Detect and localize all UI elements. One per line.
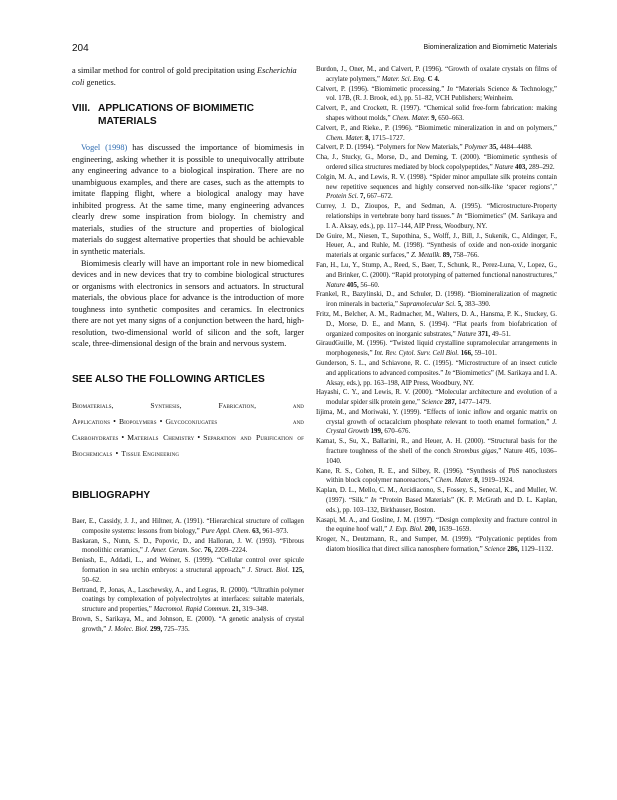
see-also-item[interactable]: Biopolymers — [118, 417, 157, 427]
reference-item: Fritz, M., Belcher, A. M., Radmacher, M., Walters, D. A., Hansma, P. K., Stuckey, G. D., Morse, D. E., and Mann, S. (1994). “Flat pearls from biofabrication of organized composites on inorganic substrates,” Nature 371, 49–51. — [316, 310, 557, 338]
page-number: 204 — [72, 43, 89, 54]
see-also-item[interactable]: Separation and Purification of Biochemicals — [72, 433, 304, 459]
reference-item: Kaplan, D. L., Mello, C. M., Arcidiacono, S., Fossey, S., Senecal, K., and Muller, W. (1997). “Silk.” In “Protein Based Materials” (K. P. McGrath and D. L. Kaplan, eds.), pp. 103–132, Birkhauser, Boston. — [316, 487, 558, 514]
reference-item: Beniash, E., Addadi, L., and Weiner, S. (1999). “Cellular control over spicule formation in sea urchin embryos: a structural approach,” J. Struct. Biol. 125, 50–62. — [72, 557, 304, 584]
right-column — [316, 65, 557, 555]
reference-item: Kroger, N., Deutzmann, R., and Sumper, M. (1999). “Polycationic peptides from diatom biosilica that direct silica nanosphere formation,” Science 286, 1129–1132. — [316, 536, 557, 554]
see-also-item[interactable]: Materials Chemistry — [127, 433, 195, 443]
intro-italic: Escherichia coli — [72, 66, 297, 87]
reference-item: Hayashi, C. Y., and Lewis, R. V. (2000). “Molecular architecture and evolution of a modular spider silk protein gene,” Science 287, 1477–1479. — [316, 389, 557, 407]
intro-paragraph: a similar method for control of gold precipitation using Escherichia coli genetics. — [72, 66, 297, 87]
reference-item: Iijima, M., and Moriwaki, Y. (1999). “Effects of ionic inflow and organic matrix on crystal growth of octacalcium phosphate relevant to tooth enamel formation,” J. Crystal Growth 199, 670–676. — [316, 408, 557, 436]
section-title-line1: APPLICATIONS OF BIOMIMETIC — [98, 103, 255, 115]
paragraph-vogel: Vogel (1998) has discussed the importance of biomimesis in engineering, asking whether it is possible to unequivocally attribute any engineering advance to a biological inspiration. There are no unambiguous examples, and there are cases, such as the attempts to imitate flapping flight, where a biological analogy may have inhibited progress. At the same time, many engineering advances clearly drew some inspiration from biology. In chemistry and materials, studies of the structure and properties of biological materials do suggest alternative properties that should be achievable in synthetic materials. — [72, 143, 304, 257]
left-column — [72, 65, 304, 635]
see-also-heading: SEE ALSO THE FOLLOWING ARTICLES — [72, 373, 265, 385]
reference-item: Cha, J., Stucky, G., Morse, D., and Deming, T. (2000). “Biomimetic synthesis of ordered silica structures mediated by block copolypeptides,” Nature 403, 289–292. — [316, 154, 557, 171]
see-also-item[interactable]: Glycoconjugates and Carbohydrates — [72, 417, 304, 443]
see-also-item[interactable]: Biomaterials, Synthesis, Fabrication, and Applications — [72, 401, 304, 427]
reference-item: Gunderson, S. L., and Schiavone, R. C. (1995). “Microstructure of an insect cuticle and applications to advanced composites.” In “Biomimetics” (M. Sarikaya and I. A. Aksay, eds.), pp. 163–198, AIP Press, Woodbury, NY. — [316, 359, 557, 387]
reference-item: Calvert, P. (1996). “Biomimetic processing.” In “Materials Science & Technology,” vol. 17B, (R. J. Brook, ed.), pp. 51–82, VCH Publishers; Weinheim. — [316, 85, 557, 103]
reference-item: Calvert, P. D. (1994). “Polymers for New Materials,” Polymer 35, 4484–4488. — [316, 144, 533, 152]
reference-item: Baskaran, S., Nunn, S. D., Popovic, D., and Halloran, J. W. (1993). “Fibrous monolithic ceramics,” J. Amer. Ceram. Soc. 76, 2209–2224. — [72, 537, 304, 555]
reference-item: Kasapi, M. A., and Gosline, J. M. (1997). “Design complexity and fracture control in the equine hoof wall,” J. Exp. Biol. 200, 1639–1659. — [316, 516, 557, 534]
page-header — [72, 43, 557, 55]
see-also-item[interactable]: Tissue Engineering — [121, 449, 180, 459]
running-title: Biomineralization and Biomimetic Materials — [423, 44, 557, 51]
reference-item: Colgin, M. A., and Lewis, R. V. (1998). “Spider minor ampullate silk proteins contain new repetitive sequences and highly conserved non-silk-like ‘spacer regions’,” Protein Sci. 7, 667–672. — [316, 173, 557, 201]
section-number: VIII. — [72, 103, 91, 115]
bibliography-list-right — [316, 65, 557, 555]
reference-item: Currey, J. D., Zioupos, P., and Sedman, A. (1995). “Microstructure-Property relationships in vertebrate bony hard tissues.” In “Biomimetics” (M. Sarikaya and I. A. Aksay, eds.), pp. 117–144, AIP Press, Woodbury, NY. — [316, 203, 557, 230]
reference-item: Baer, E., Cassidy, J. J., and Hiltner, A. (1991). “Hierarchical structure of collagen composite systems: lessons from biology,” Pure Appl. Chem. 63, 961–973. — [72, 517, 304, 535]
reference-item: De Guire, M., Niesen, T., Supothina, S., Wolff, J., Bill, J., Sukenik, C., Aldinger, F., Heuer, A., and Ruhle, M. (1998). “Synthesis of oxide and non-oxide inorganic materials at organic surfaces,” Z. Metallk. 89, 758–766. — [316, 232, 557, 260]
citation-link[interactable]: Vogel (1998) — [81, 143, 128, 153]
reference-item: Calvert, P., and Crockett, R. (1997). “Chemical solid free-form fabrication: making shapes without molds,” Chem. Mater. 9, 650–663. — [316, 105, 557, 122]
section-title-line2: MATERIALS — [98, 115, 157, 127]
reference-item: Frankel, R., Bazylinski, D., and Schuler, D. (1998). “Biomineralization of magnetic iron minerals in bacteria,” Supramolecular Sci. 5, 383–390. — [316, 291, 557, 309]
reference-item: GiraudGuille, M. (1996). “Twisted liquid crystalline supramolecular arrangements in morphogenesis,” Int. Rev. Cytol. Surv. Cell Biol. 166, 59–101. — [316, 340, 557, 358]
reference-item: Fan, H., Lu, Y., Stump, A., Reed, S., Baer, T., Schunk, R., Perez-Luna, V., Lopez, G., and Brinker, C. (2000). “Rapid prototyping of patterned functional nanostructures,” Nature 405, 56–60. — [316, 261, 557, 289]
bibliography-list-left — [72, 517, 304, 635]
reference-item: Burdon, J., Oner, M., and Calvert, P. (1996). “Growth of oxalate crystals on films of acrylate polymers,” Mater. Sci. Eng. C 4. — [316, 66, 557, 83]
see-also-list: Biomaterials, Synthesis, Fabrication, and Applications • Biopolymers • Glycoconjugates and Carbohydrates • Materials Chemistry • Separation and Purification of Biochemicals • Tissue Engineering — [72, 401, 304, 459]
paragraph-biomimesis: Biomimesis clearly will have an important role in new biomedical devices and in new devices that try to combine biological structures or organisms with electronics in sensors and actuators. In structural materials, the obvious place for advance is the introduction of more toughness into synthetic composites and ceramics. In electronics there are not yet many signs of a conjunction between the hard, high-resolution, two-dimensional world of silicon and the soft, larger scale, three-dimensional design of the brain and nervous system. — [72, 258, 304, 349]
section-heading — [72, 103, 304, 128]
reference-item: Kane, R. S., Cohen, R. E., and Silbey, R. (1996). “Synthesis of PbS nanoclusters within block copolymer nanoreactors,” Chem. Mater. 8, 1919–1924. — [316, 467, 557, 485]
reference-item: Calvert, P., and Rieke., P. (1996). “Biomimetic mineralization in and on polymers,” Chem. Mater. 8, 1715–1727. — [316, 124, 557, 142]
reference-item: Brown, S., Sarikaya, M., and Johnson, E. (2000). “A genetic analysis of crystal growth,” J. Molec. Biol. 299, 725–735. — [72, 615, 304, 633]
reference-item: Bertrand, P., Jonas, A., Laschewsky, A., and Legras, R. (2000). “Ultrathin polymer coatings by complexation of polyelectrolytes at interfaces: suitable materials, structure and properties,” Macromol. Rapid Commun. 21, 319–348. — [72, 586, 304, 614]
reference-item: Kamat, S., Su, X., Ballarini, R., and Heuer, A. H. (2000). “Structural basis for the fracture toughness of the shell of the conch Strombus gigas,” Nature 405, 1036–1040. — [316, 438, 558, 465]
bibliography-heading: BIBLIOGRAPHY — [72, 490, 151, 502]
